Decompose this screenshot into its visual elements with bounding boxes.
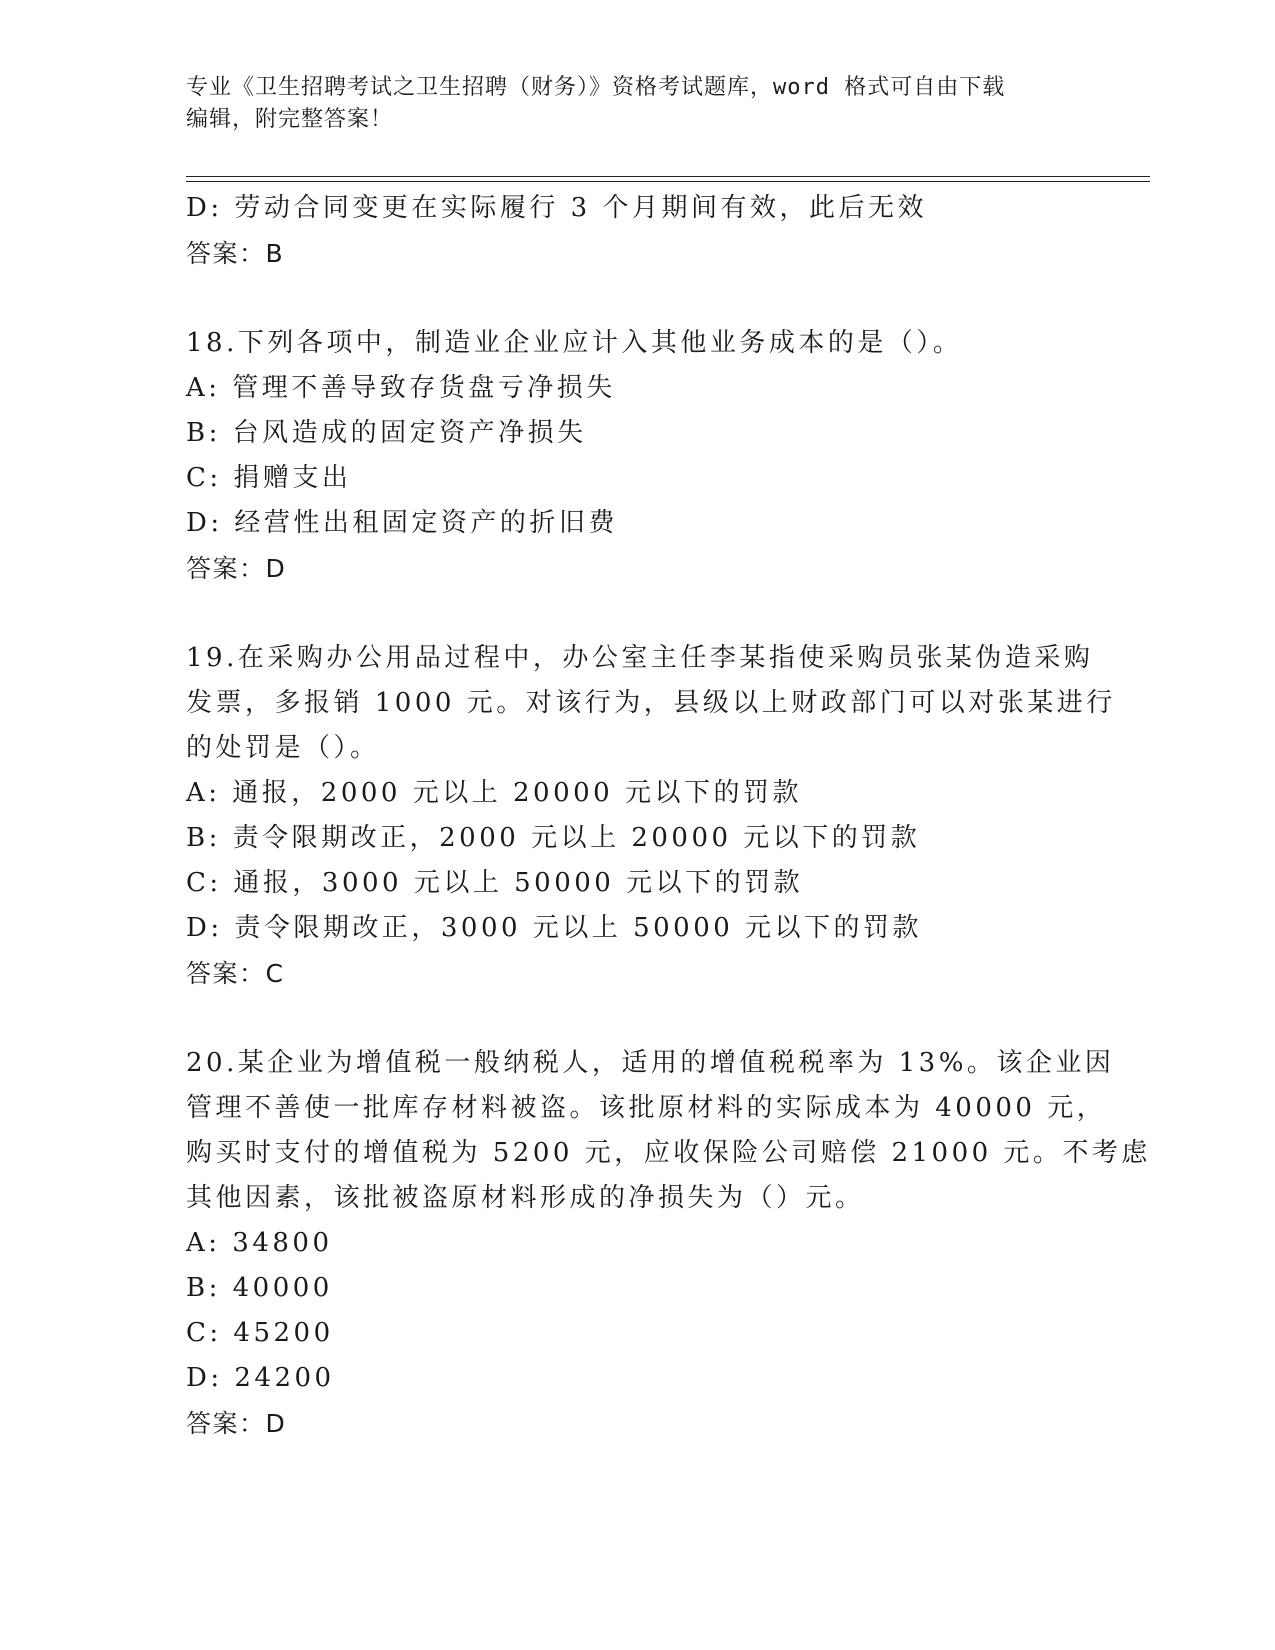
question-stem-line: 购买时支付的增值税为 5200 元，应收保险公司赔偿 21000 元。不考虑 — [186, 1138, 1151, 1168]
header-divider — [186, 176, 1150, 177]
document-header — [186, 72, 1066, 136]
question-20 — [186, 1041, 1151, 1446]
question-stem-line: 20.某企业为增值税一般纳税人，适用的增值税税率为 13%。该企业因 — [186, 1048, 1115, 1078]
option-d: D: 劳动合同变更在实际履行 3 个月期间有效，此后无效 — [186, 193, 927, 223]
answer-line: 答案：D — [186, 554, 287, 583]
question-stem-line: 其他因素，该批被盗原材料形成的净损失为（）元。 — [186, 1183, 865, 1213]
option-a: A: 通报，2000 元以上 20000 元以下的罚款 — [186, 778, 802, 808]
option-c: C: 45200 — [186, 1318, 334, 1348]
question-stem-line: 发票，多报销 1000 元。对该行为，县级以上财政部门可以对张某进行 — [186, 688, 1116, 718]
option-d: D: 责令限期改正，3000 元以上 50000 元以下的罚款 — [186, 913, 923, 943]
question-18 — [186, 321, 1086, 591]
question-stem-line: 管理不善使一批库存材料被盗。该批原材料的实际成本为 40000 元， — [186, 1093, 1107, 1123]
answer-line: 答案：D — [186, 1409, 287, 1438]
option-b: B: 责令限期改正，2000 元以上 20000 元以下的罚款 — [186, 823, 921, 853]
question-stem-line: 的处罚是（）。 — [186, 733, 380, 763]
header-line: 编辑，附完整答案！ — [186, 107, 394, 132]
question-stem-line: 19.在采购办公用品过程中，办公室主任李某指使采购员张某伪造采购 — [186, 643, 1094, 673]
option-c: C: 通报，3000 元以上 50000 元以下的罚款 — [186, 868, 804, 898]
option-a: A: 34800 — [186, 1228, 333, 1258]
question-19 — [186, 636, 1116, 996]
option-b: B: 40000 — [186, 1273, 333, 1303]
question-list — [186, 186, 1151, 1446]
option-b: B: 台风造成的固定资产净损失 — [186, 418, 587, 448]
option-d: D: 经营性出租固定资产的折旧费 — [186, 508, 618, 538]
option-a: A: 管理不善导致存货盘亏净损失 — [186, 373, 616, 403]
answer-line: 答案：C — [186, 959, 285, 988]
question-stem-line: 18.下列各项中，制造业企业应计入其他业务成本的是（）。 — [186, 328, 963, 358]
header-line: 专业《卫生招聘考试之卫生招聘（财务）》资格考试题库，word 格式可自由下载 — [186, 75, 1006, 100]
answer-line: 答案：B — [186, 239, 285, 268]
option-d: D: 24200 — [186, 1363, 335, 1393]
previous-question-tail — [186, 186, 1086, 276]
header-divider — [186, 181, 1150, 182]
option-c: C: 捐赠支出 — [186, 463, 352, 493]
